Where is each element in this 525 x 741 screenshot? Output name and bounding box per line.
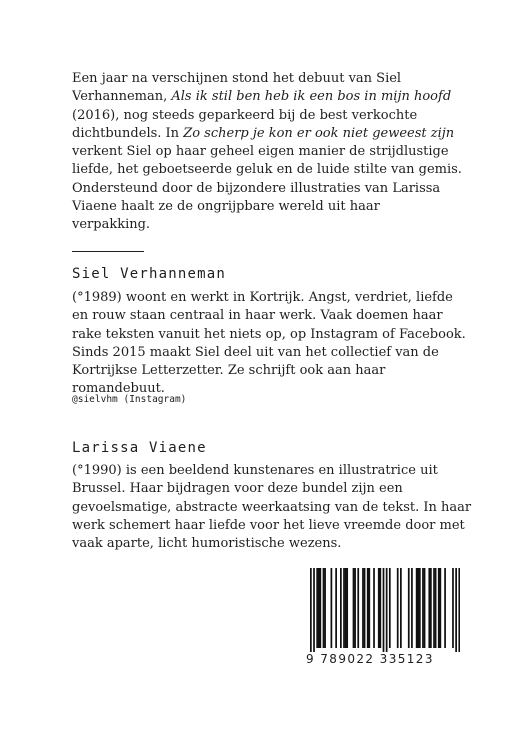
barcode-bar [345,568,347,648]
blurb-text [72,70,462,235]
barcode-bar [417,568,419,648]
author-bio: (°1989) woont en werkt in Kortrijk. Angst, verdriet, liefde en rouw staan centraal in haar werk. Vaak doemen haar rake teksten vanuit het niets op, op Instagram of Facebook. Sinds 2015 maakt Siel deel uit van het collectief van de Kortrijkse Letterzetter. Ze schrijft ook aan haar romandebuut. [72,290,466,397]
barcode-bar [458,568,460,652]
barcode-bar [444,568,446,648]
illustrator-bio: (°1990) is een beeldend kunstenares en illustratrice uit Brussel. Haar bijdragen voor deze bundel zijn een gevoelsmatige, abstracte weerkaatsing van de tekst. In haar werk schemert haar liefde voor het lieve vreemde door met vaak aparte, licht humoristische wezens. [72,463,472,552]
barcode-bar [378,568,380,648]
barcode-bar [331,568,333,648]
barcode-bar [357,568,359,648]
barcode-bar [316,568,318,648]
barcode-bar [419,568,421,648]
book-title-debut: Als ik stil ben heb ik een bos in mijn hoofd [171,89,452,105]
divider-rule [72,251,144,252]
blurb-part-3: verkent Siel op haar geheel eigen manier de strijdlustige liefde, het geboetseerde geluk en de luide stilte van gemis. Ondersteund door de bijzondere illustraties van Larissa Viaene haalt ze de ongrijpbare wereld uit haar verpakking. [72,144,462,233]
isbn-number: 9 789022 335123 [306,652,434,666]
barcode-bar [383,568,385,652]
barcode-bar [435,568,437,648]
barcode-bar [439,568,441,648]
barcode-bar [379,568,381,648]
barcode-bar [416,568,418,648]
barcode-bar [346,568,348,648]
barcode-bars [310,568,460,652]
barcode [310,568,460,652]
barcode-bar [367,568,369,648]
barcode-bar [310,568,312,652]
illustrator-name: Larissa Viaene [72,440,207,456]
barcode-bar [433,568,435,648]
author-name: Siel Verhanneman [72,266,227,282]
barcode-bar [362,568,364,648]
barcode-bar [397,568,399,648]
barcode-bar [455,568,457,652]
barcode-bar [428,568,430,648]
barcode-bar [400,568,402,648]
barcode-bar [373,568,375,648]
barcode-bar [364,568,366,648]
barcode-bar [353,568,355,648]
book-title-current: Zo scherp je kon er ook niet geweest zijn [183,125,455,141]
barcode-bar [422,568,424,648]
barcode-bar [386,568,388,652]
blurb-part-1: Een jaar na verschijnen stond het debuut van Siel Verhanneman, [72,71,402,105]
barcode-bar [368,568,370,648]
blurb-part-2: (2016), nog steeds geparkeerd bij de best verkochte dichtbundels. In [72,107,418,141]
barcode-bar [343,568,345,648]
barcode-bar [313,568,315,652]
barcode-bar [340,568,342,648]
barcode-bar [335,568,337,648]
barcode-bar [424,568,426,648]
barcode-bar [408,568,410,648]
author-instagram-handle: @sielvhm (Instagram) [72,394,187,405]
barcode-bar [438,568,440,648]
barcode-bar [430,568,432,648]
barcode-bar [323,568,325,648]
barcode-bar [411,568,413,648]
barcode-bar [389,568,391,648]
barcode-bar [354,568,356,648]
barcode-bar [452,568,454,648]
barcode-bar [324,568,326,648]
barcode-bar [318,568,320,648]
barcode-bar [319,568,321,648]
